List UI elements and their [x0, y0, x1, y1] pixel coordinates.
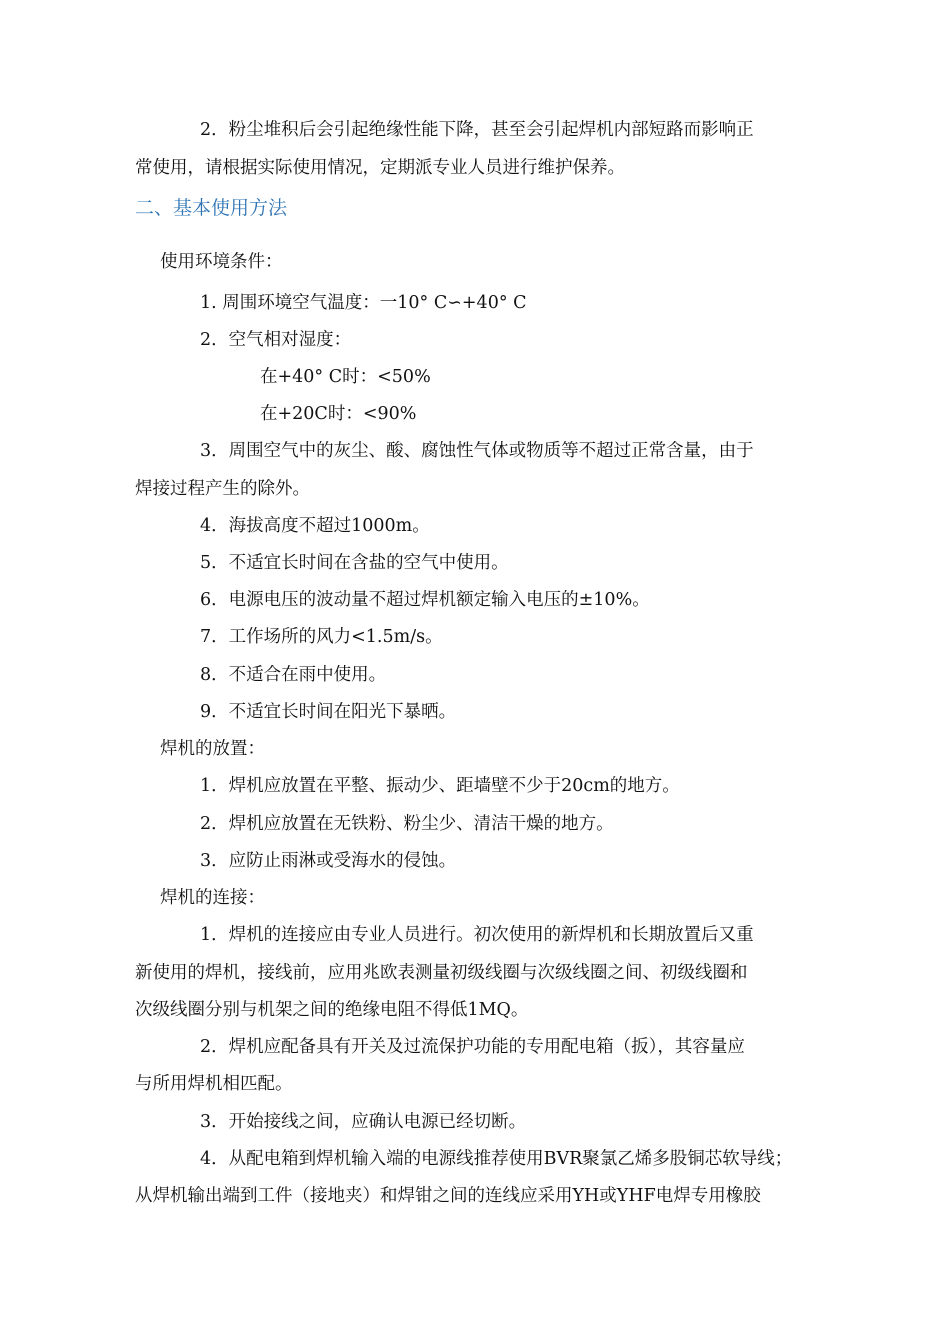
list-item: 6．电源电压的波动量不超过焊机额定输入电压的±10%。	[200, 590, 650, 610]
list-item: 3．周围空气中的灰尘、酸、腐蚀性气体或物质等不超过正常含量，由于	[200, 441, 754, 461]
list-item: 5．不适宜长时间在含盐的空气中使用。	[200, 553, 509, 573]
list-item: 2．焊机应放置在无铁粉、粉尘少、清洁干燥的地方。	[200, 814, 614, 834]
list-item: 3．开始接线之间，应确认电源已经切断。	[200, 1112, 527, 1132]
placement-heading: 焊机的放置：	[160, 739, 265, 759]
list-item: 4．海拔高度不超过1000m。	[200, 516, 430, 536]
section-title: 二、基本使用方法	[135, 197, 288, 219]
list-item: 次级线圈分别与机架之间的绝缘电阻不得低1MQ。	[135, 1000, 529, 1020]
list-item: 7．工作场所的风力<1.5m/s。	[200, 627, 443, 647]
list-item: 3．应防止雨淋或受海水的侵蚀。	[200, 851, 457, 871]
list-item: 8．不适合在雨中使用。	[200, 665, 387, 685]
list-item: 与所用焊机相匹配。	[135, 1074, 293, 1094]
list-item: 1．焊机应放置在平整、振动少、距墙壁不少于20cm的地方。	[200, 776, 680, 796]
connection-heading: 焊机的连接：	[160, 888, 265, 908]
list-item: 2．焊机应配备具有开关及过流保护功能的专用配电箱（扳），其容量应	[200, 1037, 745, 1057]
list-item: 9．不适宜长时间在阳光下暴晒。	[200, 702, 457, 722]
list-item: 在+20C时：<90%	[260, 404, 417, 424]
list-item: 1. 周围环境空气温度：一10° C∽+40° C	[200, 293, 527, 313]
list-item: 新使用的焊机，接线前，应用兆欧表测量初级线圈与次级线圈之间、初级线圈和	[135, 963, 748, 983]
list-item: 焊接过程产生的除外。	[135, 479, 310, 499]
list-item: 1．焊机的连接应由专业人员进行。初次使用的新焊机和长期放置后又重	[200, 925, 754, 945]
list-item: 从焊机输出端到工件（接地夹）和焊钳之间的连线应采用YH或YHF电焊专用橡胶	[135, 1186, 761, 1206]
list-item: 2．空气相对湿度：	[200, 330, 352, 350]
list-item: 在+40° C时：<50%	[260, 367, 431, 387]
list-item: 4．从配电箱到焊机输入端的电源线推荐使用BVR聚氯乙烯多股铜芯软导线；	[200, 1149, 793, 1169]
intro-line-1: 2．粉尘堆积后会引起绝缘性能下降，甚至会引起焊机内部短路而影响正	[200, 120, 754, 140]
environment-heading: 使用环境条件：	[160, 252, 283, 272]
intro-line-2: 常使用，请根据实际使用情况，定期派专业人员进行维护保养。	[135, 158, 625, 178]
